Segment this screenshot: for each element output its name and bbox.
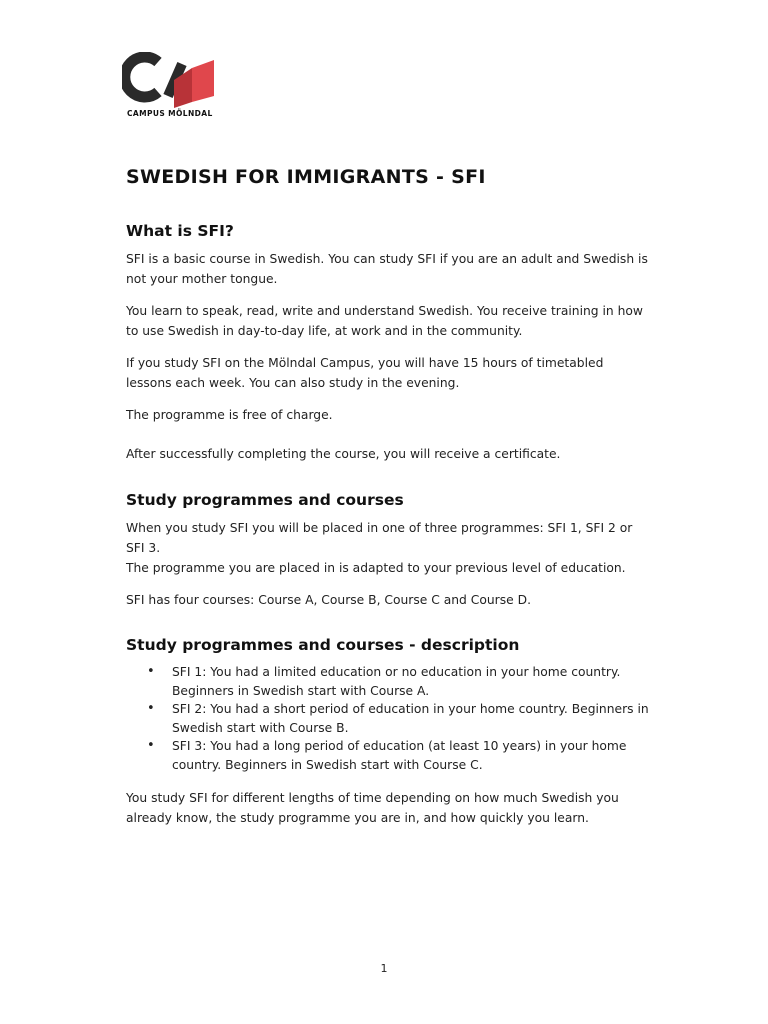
heading-study-programmes: Study programmes and courses: [126, 491, 404, 509]
heading-what-is-sfi: What is SFI?: [126, 222, 234, 240]
page-title: SWEDISH FOR IMMIGRANTS - SFI: [126, 166, 486, 188]
paragraph-courses: SFI has four courses: Course A, Course B, Course C and Course D.: [126, 593, 531, 607]
paragraph-learn: You learn to speak, read, write and understand Swedish. You receive training in how to use Swedish in day-to-day life, at work and in the community.: [126, 304, 643, 338]
document-body: [126, 166, 650, 828]
campus-molndal-logo: [122, 52, 232, 122]
programme-list: [126, 663, 650, 774]
paragraph-certificate: After successfully completing the course, you will receive a certificate.: [126, 447, 561, 461]
paragraph-closing: You study SFI for different lengths of time depending on how much Swedish you already know, the study programme you are in, and how quickly you learn.: [126, 791, 619, 825]
paragraph-intro: SFI is a basic course in Swedish. You can study SFI if you are an adult and Swedish is not your mother tongue.: [126, 252, 648, 286]
heading-description: Study programmes and courses - description: [126, 636, 520, 654]
paragraph-free: The programme is free of charge.: [126, 408, 333, 422]
list-item-sfi1: • SFI 1: You had a limited education or no education in your home country. Beginners in Swedish start with Course A.: [172, 663, 650, 700]
list-item-sfi3: • SFI 3: You had a long period of education (at least 10 years) in your home country. Beginners in Swedish start with Course C.: [172, 737, 650, 774]
paragraph-placement: [126, 518, 650, 578]
adapted-line: The programme you are placed in is adapted to your previous level of education.: [126, 561, 626, 575]
list-item-sfi2: • SFI 2: You had a short period of education in your home country. Beginners in Swedish start with Course B.: [172, 700, 650, 737]
placement-line: When you study SFI you will be placed in one of three programmes: SFI 1, SFI 2 or SFI 3.: [126, 521, 633, 555]
paragraph-campus: If you study SFI on the Mölndal Campus, you will have 15 hours of timetabled lessons each week. You can also study in the evening.: [126, 356, 604, 390]
logo-text: CAMPUS MÖLNDAL: [127, 109, 213, 118]
campus-molndal-logo-mark: [122, 52, 218, 108]
page-number: 1: [380, 962, 388, 975]
